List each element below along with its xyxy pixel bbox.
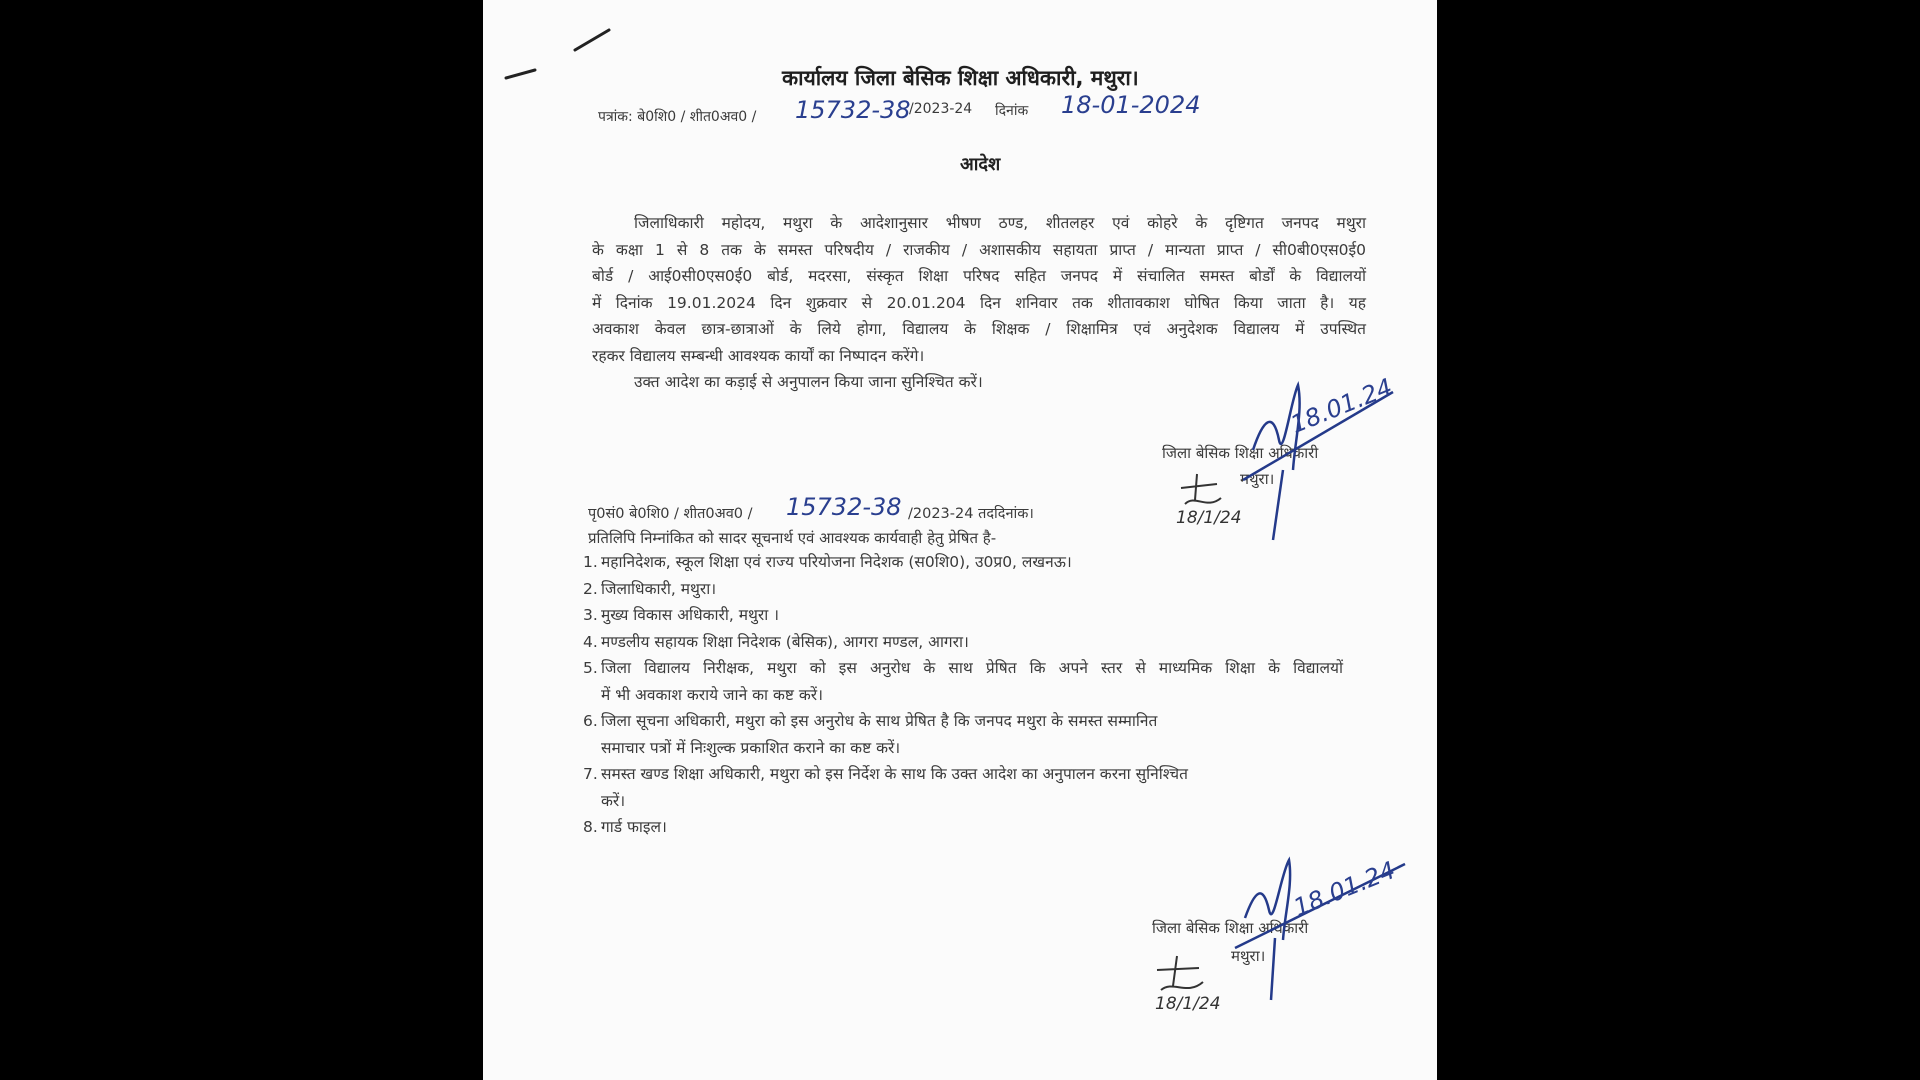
- list-item-number: 5.: [583, 659, 598, 677]
- reference-number-handwritten: 15732-38: [795, 96, 911, 124]
- list-item-number: 2.: [583, 579, 598, 598]
- initial-scribble: [1153, 952, 1223, 997]
- list-item: [583, 629, 1343, 656]
- signatory-designation: जिला बेसिक शिक्षा अधिकारी: [1162, 444, 1319, 462]
- list-item: [583, 549, 1343, 576]
- list-item: [583, 814, 1343, 841]
- list-item-text: गार्ड फाइल।: [601, 818, 667, 836]
- order-line: बोर्ड / आई0सी0एस0ई0 बोर्ड, मदरसा, संस्कृत शिक्षा परिषद सहित जनपद में संचालित समस्त बोर्डों के विद्यालयों: [592, 267, 1366, 285]
- order-line: में दिनांक 19.01.2024 दिन शुक्रवार से 20.01.204 दिन शनिवार तक शीतावकाश घोषित किया जाता है। यह: [592, 293, 1366, 312]
- order-heading: आदेश: [960, 154, 1001, 175]
- initial-scribble: [1177, 470, 1237, 510]
- list-item-number: 3.: [583, 606, 598, 624]
- list-item-line: जिला विद्यालय निरीक्षक, मथुरा को इस अनुरोध के साथ प्रेषित कि अपने स्तर से माध्यमिक शिक्षा के विद्यालयों: [601, 659, 1343, 677]
- order-line: अवकाश केवल छात्र-छात्राओं के लिये होगा, विद्यालय के शिक्षक / शिक्षामित्र एवं अनुदेशक विद्यालय में उपस्थित: [592, 320, 1366, 338]
- signatory-place: मथुरा।: [1231, 947, 1266, 965]
- list-item-text: मण्डलीय सहायक शिक्षा निदेशक (बेसिक), आगरा मण्डल, आगरा।: [601, 632, 969, 651]
- list-item-line: समाचार पत्रों में निःशुल्क प्रकाशित कराने का कष्ट करें।: [601, 738, 901, 757]
- list-item: [583, 655, 1343, 708]
- endorsement-ref-number-handwritten: 15732-38: [786, 493, 902, 521]
- list-item: [583, 602, 1343, 629]
- signatory-designation: जिला बेसिक शिक्षा अधिकारी: [1152, 919, 1309, 937]
- reference-year: /2023-24: [909, 101, 973, 117]
- list-item-text: महानिदेशक, स्कूल शिक्षा एवं राज्य परियोजना निदेशक (स0शि0), उ0प्र0, लखनऊ।: [601, 553, 1072, 571]
- document-page: [483, 0, 1437, 1080]
- order-line: के कक्षा 1 से 8 तक के समस्त परिषदीय / राजकीय / अशासकीय सहायता प्राप्त / मान्यता प्राप्त / सी0बी0एस0ई0: [592, 240, 1366, 259]
- signature-date-handwritten: 18.01.24: [1286, 373, 1397, 439]
- list-item-line: समस्त खण्ड शिक्षा अधिकारी, मथुरा को इस निर्देश के साथ कि उक्त आदेश का अनुपालन करना सुनिश्चित: [601, 765, 1188, 783]
- list-item-text: मुख्य विकास अधिकारी, मथुरा ।: [601, 606, 780, 624]
- initial-date-handwritten: 18/1/24: [1176, 508, 1242, 528]
- list-item-text: [601, 761, 1343, 814]
- list-item-text: [601, 655, 1343, 708]
- signatory-place: मथुरा।: [1240, 470, 1275, 488]
- list-item: [583, 761, 1343, 814]
- pen-stroke-mark: [483, 0, 603, 90]
- initial-date-handwritten: 18/1/24: [1155, 994, 1221, 1014]
- list-item-number: 1.: [583, 553, 598, 571]
- order-line: रहकर विद्यालय सम्बन्धी आवश्यक कार्यों का निष्पादन करेंगे।: [592, 346, 925, 365]
- date-handwritten: 18-01-2024: [1061, 91, 1201, 119]
- list-item: [583, 576, 1343, 603]
- list-item-number: 8.: [583, 818, 598, 836]
- order-line: जिलाधिकारी महोदय, मथुरा के आदेशानुसार भीषण ठण्ड, शीतलहर एवं कोहरे के दृष्टिगत जनपद मथुरा: [634, 214, 1366, 232]
- list-item-line: जिला सूचना अधिकारी, मथुरा को इस अनुरोध के साथ प्रेषित है कि जनपद मथुरा के समस्त सम्मानित: [601, 712, 1158, 730]
- list-item-text: जिलाधिकारी, मथुरा।: [601, 579, 717, 598]
- list-item-number: 6.: [583, 712, 598, 730]
- office-title: कार्यालय जिला बेसिक शिक्षा अधिकारी, मथुरा।: [782, 66, 1139, 90]
- endorsement-ref-suffix: /2023-24 तददिनांक।: [908, 506, 1034, 522]
- distribution-list: [583, 549, 1343, 841]
- reference-prefix: पत्रांक: बे0शि0 / शीत0अव0 /: [598, 109, 757, 125]
- list-item-line: में भी अवकाश कराये जाने का कष्ट करें।: [601, 685, 823, 704]
- order-paragraph: [592, 210, 1366, 396]
- compliance-line: उक्त आदेश का कड़ाई से अनुपालन किया जाना सुनिश्चित करें।: [634, 373, 983, 391]
- list-item-line: करें।: [601, 791, 626, 810]
- signature-date-handwritten: 18.01.24: [1289, 856, 1400, 922]
- list-item: [583, 708, 1343, 761]
- list-item-number: 4.: [583, 632, 598, 651]
- endorsement-intro: प्रतिलिपि निम्नांकित को सादर सूचनार्थ एवं आवश्यक कार्यवाही हेतु प्रेषित है-: [588, 529, 997, 547]
- date-label: दिनांक: [995, 103, 1029, 119]
- endorsement-ref-prefix: पृ0सं0 बे0शि0 / शीत0अव0 /: [588, 506, 753, 522]
- list-item-number: 7.: [583, 765, 598, 783]
- list-item-text: [601, 708, 1343, 761]
